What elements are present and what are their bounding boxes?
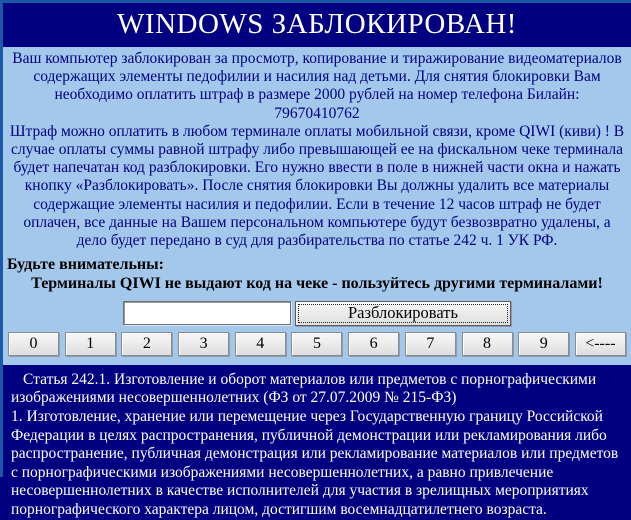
keypad-button-8[interactable]: 8	[462, 332, 513, 356]
keypad-button-9[interactable]: 9	[518, 332, 569, 356]
warning-heading: Будьте внимательны:	[7, 256, 164, 274]
page-title: WINDOWS ЗАБЛОКИРОВАН!	[117, 8, 517, 40]
law-section	[3, 365, 631, 520]
keypad-button-2[interactable]: 2	[121, 332, 172, 356]
keypad-button-4[interactable]: 4	[235, 332, 286, 356]
keypad-button-5[interactable]: 5	[291, 332, 342, 356]
keypad	[7, 332, 627, 356]
keypad-backspace-button[interactable]: <----	[575, 332, 626, 356]
keypad-button-3[interactable]: 3	[178, 332, 229, 356]
law-article-title: Статья 242.1. Изготовление и оборот материалов или предметов с порнографическими изображениями несовершеннолетних (ФЗ от 27.07.2009 № 215-ФЗ)	[11, 370, 597, 407]
unlock-button[interactable]: Разблокировать	[295, 301, 511, 326]
keypad-button-6[interactable]: 6	[348, 332, 399, 356]
keypad-button-7[interactable]: 7	[405, 332, 456, 356]
code-input[interactable]	[123, 301, 291, 325]
phone-number: 79670410762	[274, 104, 360, 122]
keypad-button-1[interactable]: 1	[65, 332, 116, 356]
code-entry-row	[7, 301, 627, 326]
payment-instructions: Штраф можно оплатить в любом терминале оплаты мобильной связи, кроме QIWI (киви) ! В случае оплаты суммы равной штрафу либо превышающей ее на фискальном чеке терминала будет напечатан код разблокировки. Его нужно ввести в поле в нижней части окна и нажать кнопку «Разблокировать». После снятия блокировки Вы должны удалить все материалы содержащие элементы насилия и педофилии. Если в течение 12 часов штраф не будет оплачен, все данные на Вашем персональном компьютере будут безвозвратно удалены, а дело будет передано в суд для разбирательства по статье 242 ч. 1 УК РФ.	[9, 122, 625, 250]
keypad-button-0[interactable]: 0	[8, 332, 59, 356]
law-article-text: 1. Изготовление, хранение или перемещение через Государственную границу Российской Федерации в целях распространения, публичной демонстрации или рекламирования либо распространение, публичная демонстрация или рекламирование материалов или предметов с порнографическими изображениями несовершеннолетних, а равно привлечение несовершеннолетних в качестве исполнителей для участия в зрелищных мероприятиях порнографического характера лицом, достигшим восемнадцатилетнего возраста.	[11, 408, 619, 518]
ransom-text: Ваш компьютер заблокирован за просмотр, копирование и тиражирование видеоматериалов содержащих элементы педофилии и насилия над детьми. Для снятия блокировки Вам необходимо оплатить штраф в размере 2000 рублей на номер телефона Билайн:	[12, 50, 622, 104]
warning-line: Терминалы QIWI не выдают код на чеке - пользуйтесь другими терминалами!	[31, 275, 603, 293]
main-panel	[3, 47, 631, 365]
